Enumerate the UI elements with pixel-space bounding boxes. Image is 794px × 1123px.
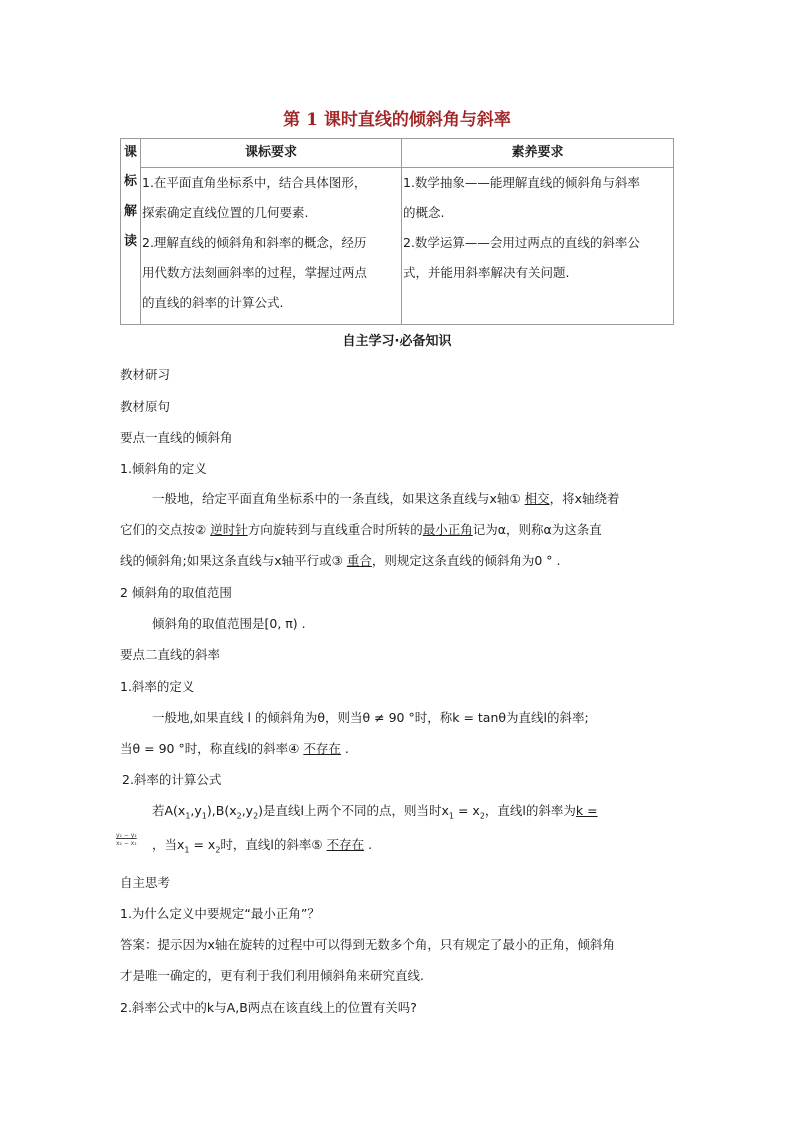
table-header-literacy: 素养要求: [402, 139, 674, 168]
table-text-line: 式，并能用斜率解决有关问题.: [403, 265, 570, 280]
answer-blank: k =: [575, 803, 598, 818]
table-text-line: 2.理解直线的倾斜角和斜率的概念，经历: [142, 235, 367, 250]
answer-line: 才是唯一确定的，更有利于我们利用倾斜角来研究直线.: [120, 968, 424, 983]
side-char: 解: [123, 204, 137, 219]
table-text-line: 探索确定直线位置的几何要素.: [142, 205, 309, 220]
table-text-line: 用代数方法刻画斜率的过程，掌握过两点: [142, 265, 368, 280]
heading-self-thinking: 自主思考: [120, 875, 171, 890]
side-char: 标: [123, 174, 137, 189]
fraction-numerator: y₂ − y₁: [116, 832, 137, 839]
literacy-requirements-cell: [402, 168, 674, 325]
answer-blank: 不存在: [326, 837, 365, 852]
paragraph-line: 线的倾斜角;如果这条直线与x轴平行或③ 重合，则规定这条直线的倾斜角为0 ° .: [120, 553, 561, 568]
heading-inclination-definition: 1.倾斜角的定义: [120, 461, 207, 476]
heading-inclination-range: 2 倾斜角的取值范围: [120, 585, 232, 600]
heading-slope-definition: 1.斜率的定义: [120, 679, 195, 694]
answer-line: 答案：提示因为x轴在旋转的过程中可以得到无数多个角，只有规定了最小的正角，倾斜角: [120, 937, 615, 952]
slope-fraction: [116, 832, 137, 848]
heading-slope-formula: 2.斜率的计算公式: [122, 772, 222, 787]
answer-blank: 重合: [346, 553, 372, 568]
side-char: 课: [123, 145, 137, 160]
fraction-denominator: x₂ − x₁: [116, 840, 137, 847]
table-text-line: 的概念.: [403, 205, 445, 220]
table-text-line: 1.数学抽象——能理解直线的倾斜角与斜率: [403, 175, 640, 190]
table-text-line: 的直线的斜率的计算公式.: [142, 295, 284, 310]
paragraph-line: 当θ = 90 °时，称直线l的斜率④ 不存在 .: [120, 741, 349, 756]
heading-original-text: 教材原句: [120, 399, 171, 414]
section-title: 自主学习·必备知识: [342, 334, 452, 349]
answer-blank: 不存在: [303, 741, 341, 756]
table-side-label: [121, 139, 141, 325]
curriculum-requirements-cell: [141, 168, 402, 325]
page-title: 第 1 课时直线的倾斜角与斜率: [283, 110, 511, 130]
answer-blank: 相交: [524, 491, 550, 506]
heading-point-two: 要点二直线的斜率: [120, 647, 221, 662]
curriculum-table: [120, 138, 674, 325]
heading-textbook-study: 教材研习: [120, 367, 171, 382]
paragraph-line: 它们的交点按② 逆时针方向旋转到与直线重合时所转的最小正角记为α，则称α为这条直: [120, 522, 602, 537]
table-text-line: 1.在平面直角坐标系中，结合具体图形，: [142, 175, 367, 190]
paragraph-line: 一般地,如果直线 l 的倾斜角为θ，则当θ ≠ 90 °时，称k = tanθ为直线l的斜率;: [152, 710, 589, 725]
question-line: 2.斜率公式中的k与A,B两点在该直线上的位置有关吗?: [120, 1000, 417, 1015]
paragraph-line: ，当$x_1 = x_2$时，直线l的斜率⑤ 不存在 .: [152, 837, 373, 855]
paragraph-line: 若$A(x_1,y_1),B(x_2,y_2)$是直线l上两个不同的点，则当时$x_1 = x_2$，直线l的斜率为k =: [152, 803, 598, 821]
question-line: 1.为什么定义中要规定“最小正角”？: [120, 906, 320, 921]
answer-blank: 逆时针: [210, 522, 248, 537]
table-text-line: 2.数学运算——会用过两点的直线的斜率公: [403, 235, 640, 250]
table-header-curriculum: 课标要求: [141, 139, 402, 168]
paragraph-line: 倾斜角的取值范围是[0, π) .: [152, 616, 306, 631]
side-char: 读: [123, 234, 137, 249]
paragraph-line: 一般地，给定平面直角坐标系中的一条直线，如果这条直线与x轴① 相交，将x轴绕着: [152, 491, 620, 506]
answer-blank: 最小正角: [422, 522, 473, 537]
heading-point-one: 要点一直线的倾斜角: [120, 430, 233, 445]
